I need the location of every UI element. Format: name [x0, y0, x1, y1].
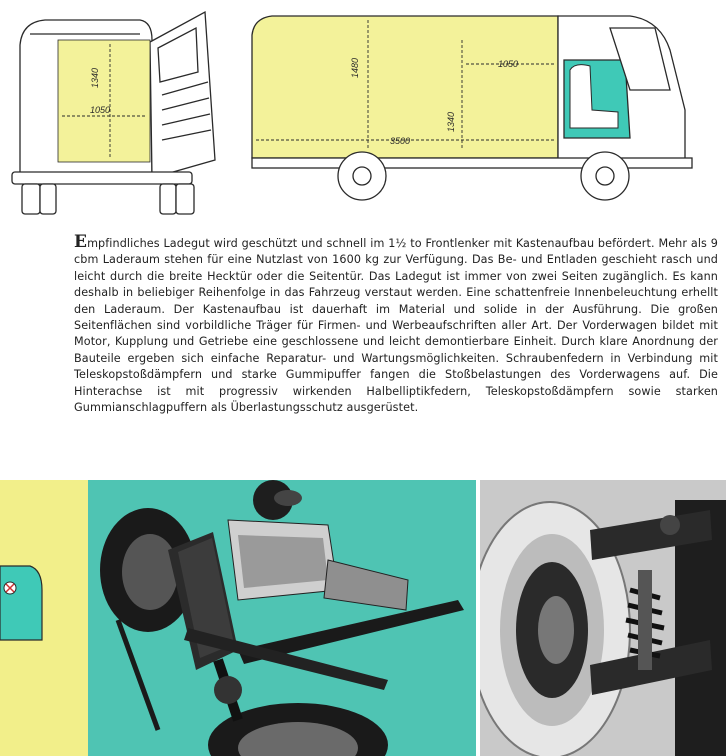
front-suspension-photo	[480, 480, 726, 756]
left-yellow-strip	[0, 480, 88, 756]
description-paragraph	[74, 232, 718, 416]
side-height-label: 1480	[350, 57, 360, 78]
rear-width-label: 1050	[90, 105, 111, 115]
side-inner-height-label: 1340	[446, 111, 456, 132]
side-length-label: 3500	[390, 136, 411, 146]
rear-height-label: 1340	[90, 67, 100, 88]
side-view-diagram	[230, 0, 726, 225]
rear-view-diagram	[0, 0, 230, 225]
side-width-label: 1050	[498, 59, 519, 69]
engine-unit-photo	[88, 480, 476, 756]
drop-initial: E	[74, 232, 88, 252]
description-body: mpfindliches Ladegut wird geschützt und schnell im 1½ to Frontlenker mit Kastenaufbau befördert. Mehr als 9 cbm Laderaum stehen für eine Nutzlast von 1600 kg zur Verfügung. Das Be- und Entladen geschieht rasch und leicht durch die breite Hecktür oder die Seitentür. Das Ladegut ist immer von zwei Seiten zugänglich. Es kann deshalb in beliebiger Reihenfolge in das Fahrzeug verstaut werden. Eine schattenfreie Innenbeleuchtung erhellt den Laderaum. Der Kastenaufbau ist dauerhaft im Material und solide in der Ausführung. Die großen Seitenflächen sind vorbildliche Träger für Firmen- und Werbeaufschriften aller Art. Der Vorderwagen bildet mit Motor, Kupplung und Getriebe eine geschlossene und leicht demontierbare Einheit. Durch klare Anordnung der Bauteile ergeben sich einfache Reparatur- und Wartungsmöglichkeiten. Schraubenfedern in Verbindung mit Teleskopstoßdämpfern und starke Gummipuffer fangen die Stoßbelastungen des Vorderwagens auf. Die Hinterachse ist mit progressiv wirkenden Halbelliptikfedern, Teleskopstoßdämpfern sowie starken Gummianschlagpuffern als Überlastungsschutz ausgerüstet.	[74, 237, 718, 415]
rear-cargo-area	[58, 40, 150, 162]
